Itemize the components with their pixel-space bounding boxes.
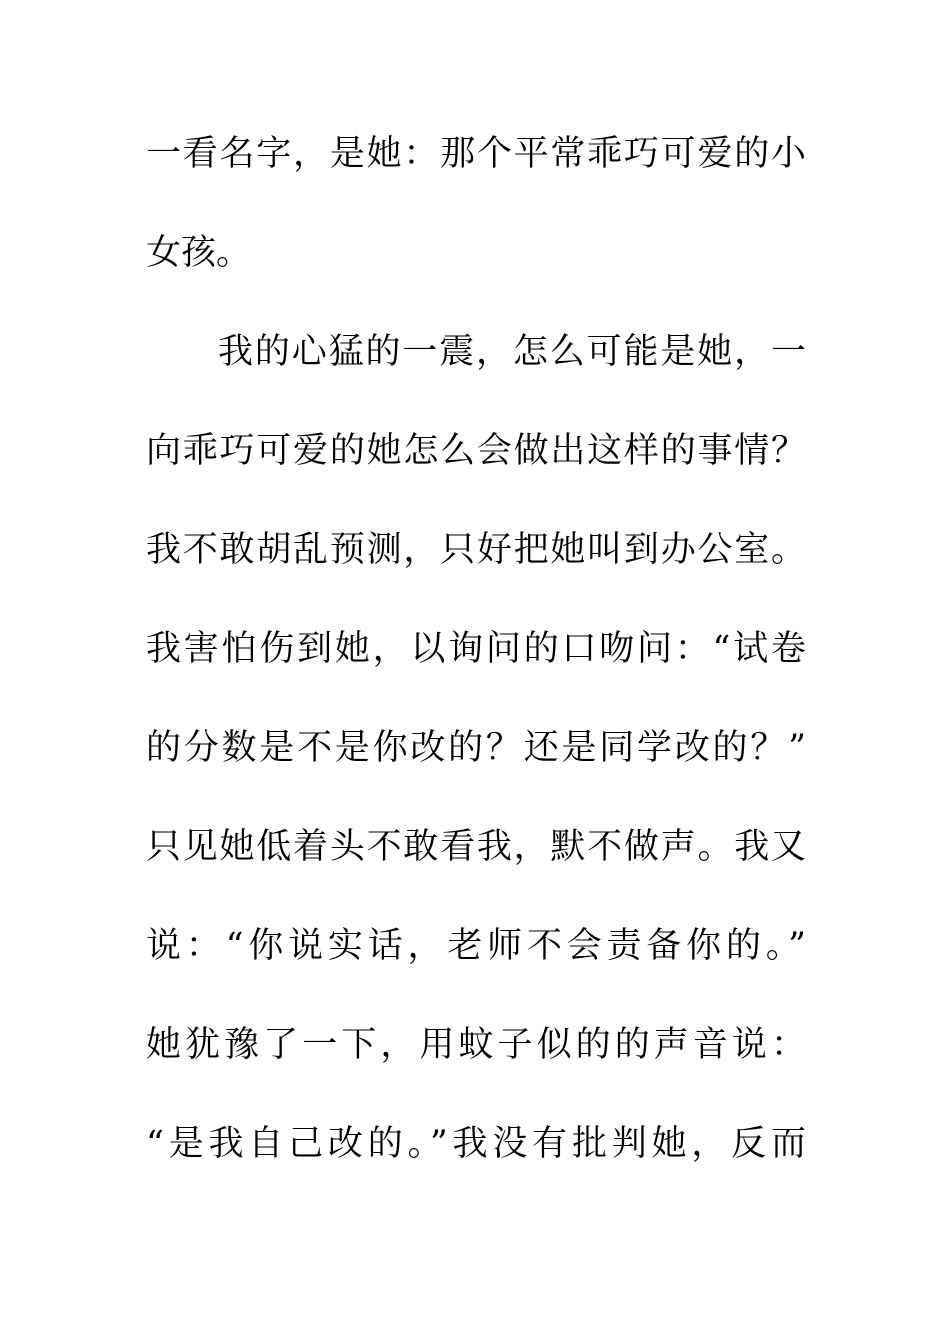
text-line: 的分数是不是你改的？还是同学改的？” <box>146 728 806 768</box>
text-line: 我不敢胡乱预测，只好把她叫到办公室。 <box>146 530 806 570</box>
text-line: 一看名字，是她：那个平常乖巧可爱的小 <box>146 134 806 174</box>
text-line: 说：“你说实话，老师不会责备你的。” <box>146 926 806 966</box>
text-line: 她犹豫了一下，用蚊子似的的声音说： <box>146 1025 806 1065</box>
text-line: 女孩。 <box>146 233 252 273</box>
text-line: 我害怕伤到她，以询问的口吻问：“试卷 <box>146 629 806 669</box>
paragraph-first-line: 我的心猛的一震，怎么可能是她，一 <box>218 332 806 372</box>
text-line: “是我自己改的。”我没有批判她，反而 <box>146 1124 806 1164</box>
text-line: 只见她低着头不敢看我，默不做声。我又 <box>146 827 806 867</box>
body-text <box>146 127 806 1216</box>
text-line: 向乖巧可爱的她怎么会做出这样的事情？ <box>146 431 806 471</box>
